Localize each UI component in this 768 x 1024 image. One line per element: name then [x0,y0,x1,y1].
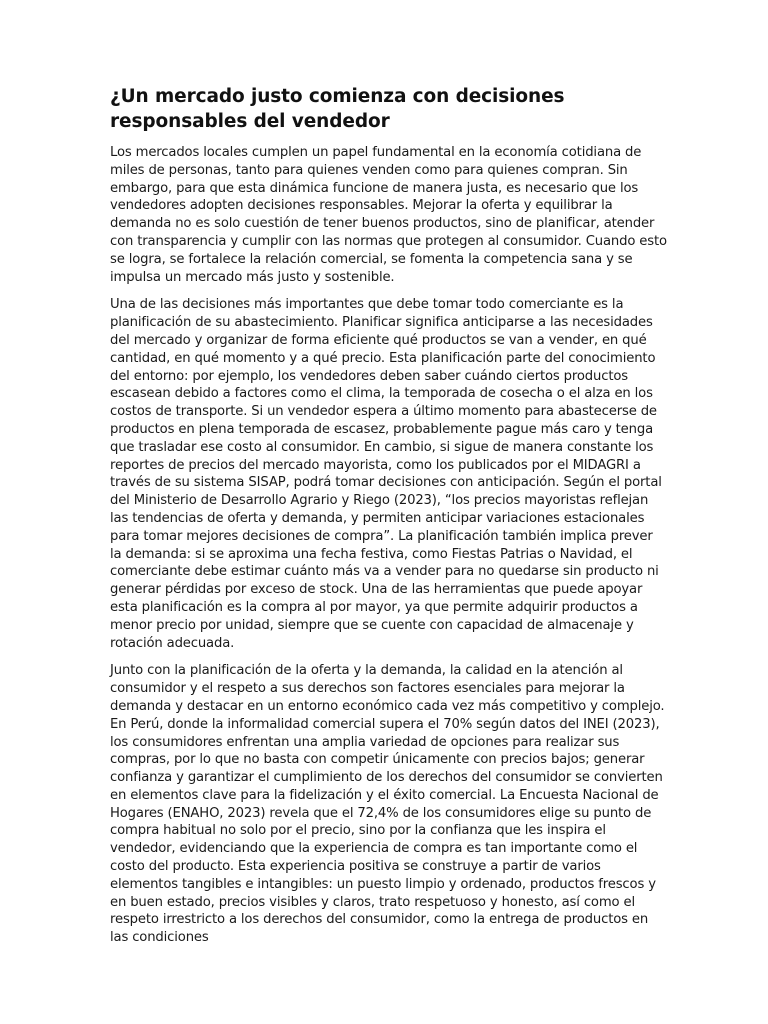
paragraph-2: Una de las decisiones más importantes que debe tomar todo comerciante es la planificación de su abastecimiento. Planificar significa anticiparse a las necesidades del mercado y organizar de forma eficiente qué productos se van a vender, en qué cantidad, en qué momento y a qué precio. Esta planificación parte del conocimiento del entorno: por ejemplo, los vendedores deben saber cuándo ciertos productos escasean debido a factores como el clima, la temporada de cosecha o el alza en los costos de transporte. Si un vendedor espera a último momento para abastecerse de productos en plena temporada de escasez, probablemente pague más caro y tenga que trasladar ese costo al consumidor. En cambio, si sigue de manera constante los reportes de precios del mercado mayorista, como los publicados por el MIDAGRI a través de su sistema SISAP, podrá tomar decisiones con anticipación. Según el portal del Ministerio de Desarrollo Agrario y Riego (2023), “los precios mayoristas reflejan las tendencias de oferta y demanda, y permiten anticipar variaciones estacionales para tomar mejores decisiones de compra”. La planificación también implica prever la demanda: si se aproxima una fecha festiva, como Fiestas Patrias o Navidad, el comerciante debe estimar cuánto más va a vender para no quedarse sin producto ni generar pérdidas por exceso de stock. Una de las herramientas que puede apoyar esta planificación es la compra al por mayor, ya que permite adquirir productos a menor precio por unidad, siempre que se cuente con capacidad de almacenaje y rotación adecuada. [110,297,662,651]
document-title: ¿Un mercado justo comienza con decisiones responsables del vendedor [110,86,565,132]
paragraph-1: Los mercados locales cumplen un papel fundamental en la economía cotidiana de miles de personas, tanto para quienes venden como para quienes compran. Sin embargo, para que esta dinámica funcione de manera justa, es necesario que los vendedores adopten decisiones responsables. Mejorar la oferta y equilibrar la demanda no es solo cuestión de tener buenos productos, sino de planificar, atender con transparencia y cumplir con las normas que protegen al consumidor. Cuando esto se logra, se fortalece la relación comercial, se fomenta la competencia sana y se impulsa un mercado más justo y sostenible. [110,145,667,285]
paragraph-3: Junto con la planificación de la oferta y la demanda, la calidad en la atención al consumidor y el respeto a sus derechos son factores esenciales para mejorar la demanda y destacar en un entorno económico cada vez más competitivo y complejo. En Perú, donde la informalidad comercial supera el 70% según datos del INEI (2023), los consumidores enfrentan una amplia variedad de opciones para realizar sus compras, por lo que no basta con competir únicamente con precios bajos; generar confianza y garantizar el cumplimiento de los derechos del consumidor se convierten en elementos clave para la fidelización y el éxito comercial. La Encuesta Nacional de Hogares (ENAHO, 2023) revela que el 72,4% de los consumidores elige su punto de compra habitual no solo por el precio, sino por la confianza que les inspira el vendedor, evidenciando que la experiencia de compra es tan importante como el costo del producto. Esta experiencia positiva se construye a partir de varios elementos tangibles e intangibles: un puesto limpio y ordenado, productos frescos y en buen estado, precios visibles y claros, trato respetuoso y honesto, así como el respeto irrestricto a los derechos del consumidor, como la entrega de productos en las condiciones [110,663,665,946]
